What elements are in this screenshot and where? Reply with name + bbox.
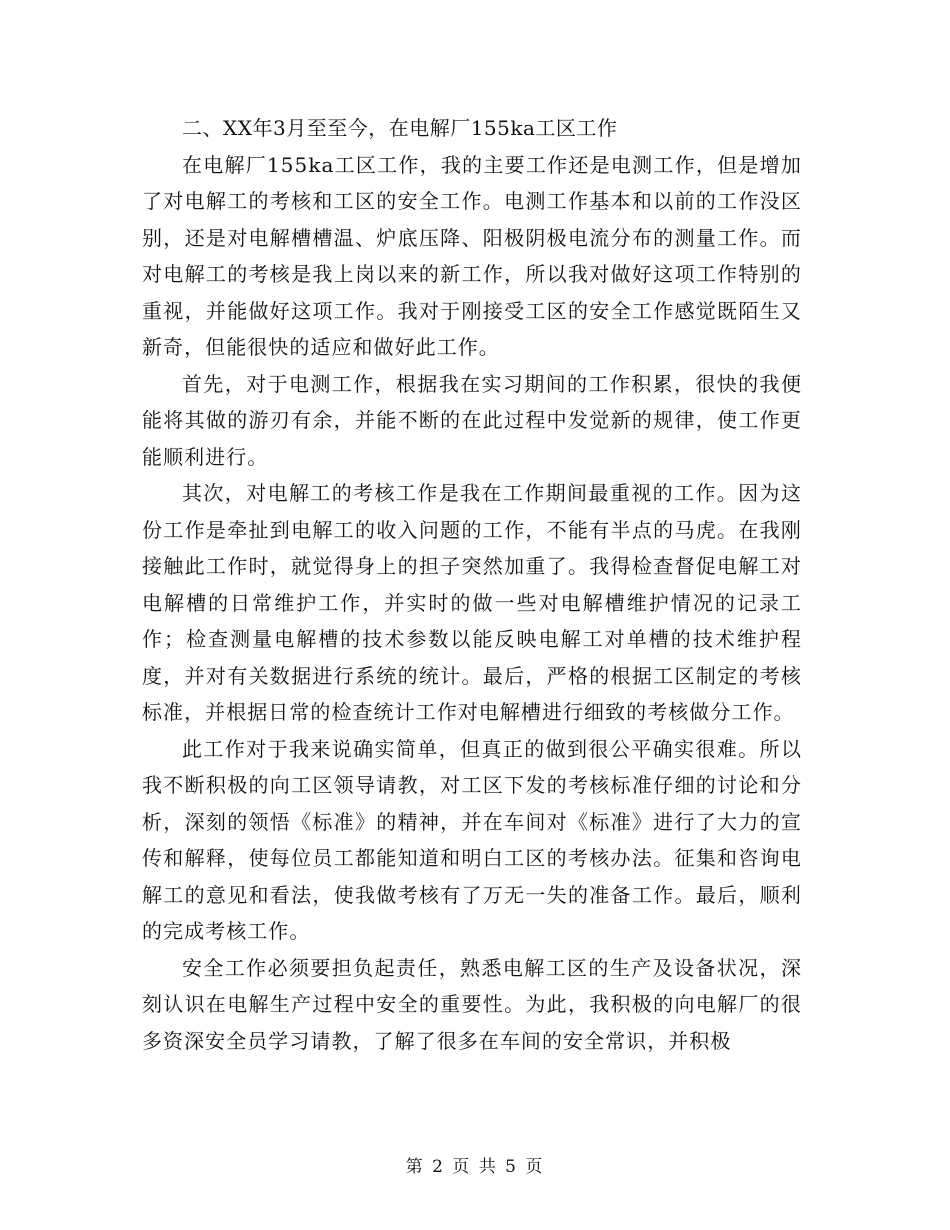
section-heading: 二、XX年3月至至今，在电解厂155ka工区工作 <box>182 116 618 140</box>
paragraph-1: 在电解厂155ka工区工作，我的主要工作还是电测工作，但是增加了对电解工的考核和工区的安全工作。电测工作基本和以前的工作没区别，还是对电解槽槽温、炉底压降、阳极阴极电流分布的测量工作。而对电解工的考核是我上岗以来的新工作，所以我对做好这项工作特别的重视，并能做好这项工作。我对于刚接受工区的安全工作感觉既陌生又新奇，但能很快的适应和做好此工作。 <box>142 152 802 359</box>
page-number-footer: 第 2 页 共 5 页 <box>405 1157 545 1177</box>
paragraph-4: 此工作对于我来说确实简单，但真正的做到很公平确实很难。所以我不断积极的向工区领导请教，对工区下发的考核标准仔细的讨论和分析，深刻的领悟《标准》的精神，并在车间对《标准》进行了大力的宣传和解释，使每位员工都能知道和明白工区的考核办法。征集和咨询电解工的意见和看法，使我做考核有了万无一失的准备工作。最后，顺利的完成考核工作。 <box>142 736 802 943</box>
paragraph-5: 安全工作必须要担负起责任，熟悉电解工区的生产及设备状况，深刻认识在电解生产过程中安全的重要性。为此，我积极的向电解厂的很多资深安全员学习请教，了解了很多在车间的安全常识，并积极 <box>142 955 802 1053</box>
document-body <box>142 110 802 1059</box>
paragraph-3: 其次，对电解工的考核工作是我在工作期间最重视的工作。因为这份工作是牵扯到电解工的收入问题的工作，不能有半点的马虎。在我刚接触此工作时，就觉得身上的担子突然加重了。我得检查督促电解工对电解槽的日常维护工作，并实时的做一些对电解槽维护情况的记录工作；检查测量电解槽的技术参数以能反映电解工对单槽的技术维护程度，并对有关数据进行系统的统计。最后，严格的根据工区制定的考核标准，并根据日常的检查统计工作对电解槽进行细致的考核做分工作。 <box>142 481 802 724</box>
paragraph-2: 首先，对于电测工作，根据我在实习期间的工作积累，很快的我便能将其做的游刃有余，并能不断的在此过程中发觉新的规律，使工作更能顺利进行。 <box>142 371 802 469</box>
